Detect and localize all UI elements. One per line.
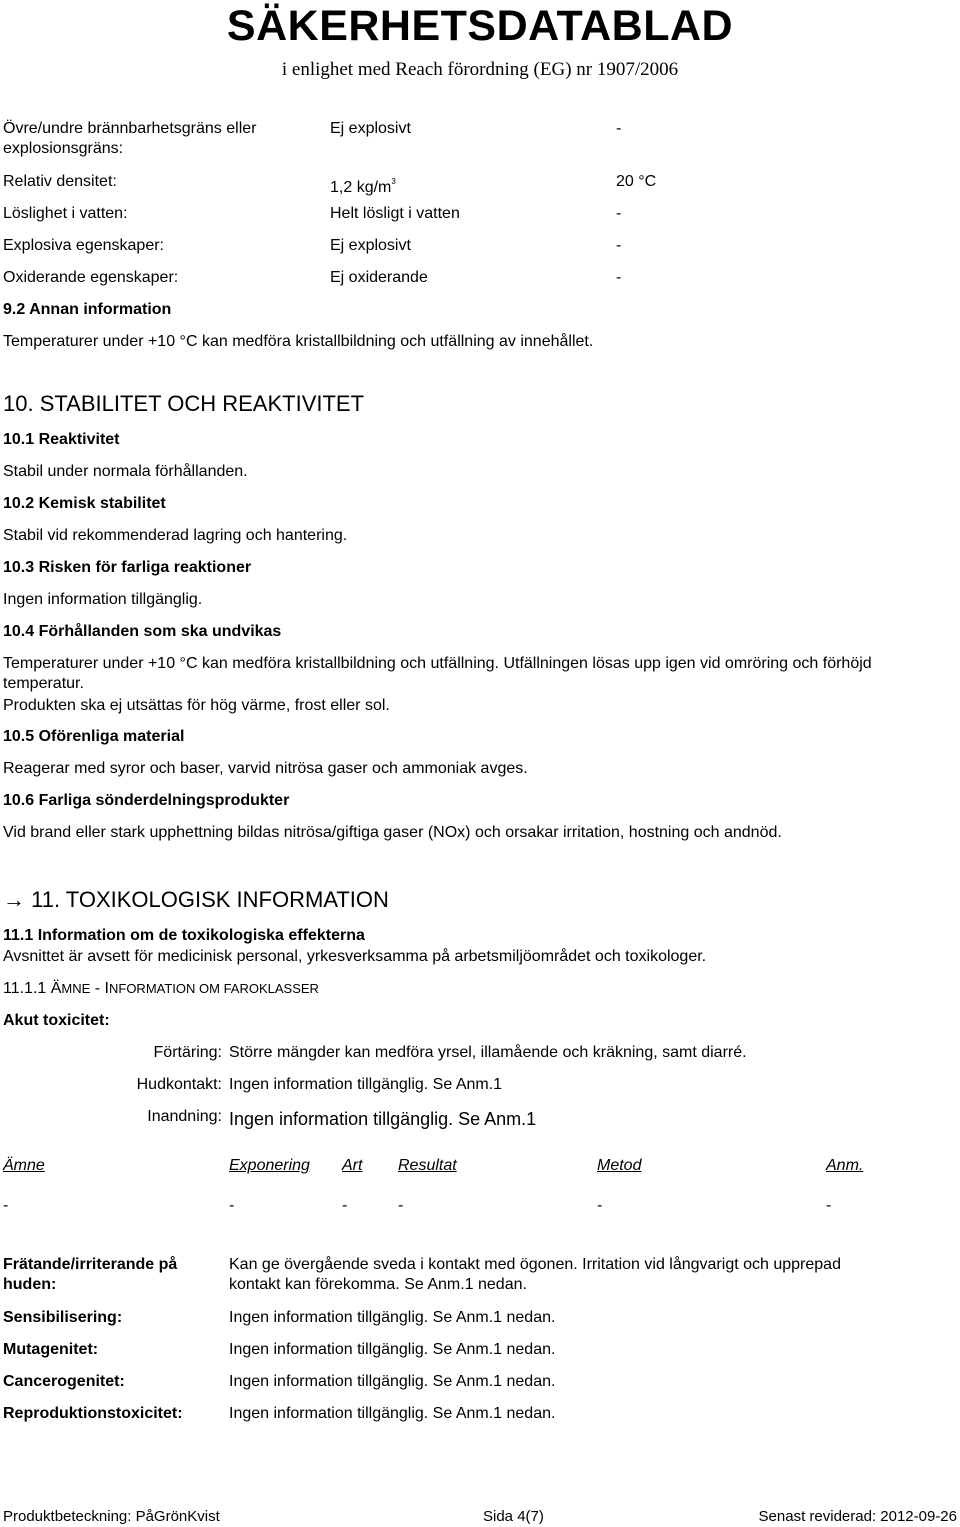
document-title: SÄKERHETSDATABLAD	[226, 2, 734, 50]
table-cell: -	[826, 1197, 832, 1214]
effect-text: Ingen information tillgänglig. Se Anm.1 nedan.	[229, 1309, 556, 1326]
section-10-2-text: Stabil vid rekommenderad lagring och hantering.	[3, 527, 348, 544]
section-10-4-text: Temperaturer under +10 °C kan medföra kristallbildning och utfällning. Utfällningen lösas upp igen vid omröring och förhöjd temperatur.	[3, 655, 872, 692]
effect-text: Ingen information tillgänglig. Se Anm.1 nedan.	[229, 1341, 556, 1358]
section-10-4-text-2: Produkten ska ej utsättas för hög värme, frost eller sol.	[3, 697, 390, 714]
effect-text: Kan ge övergående sveda i kontakt med ögonen. Irritation vid långvarigt och upprepad kontakt kan förekomma. Se Anm.1 nedan.	[229, 1256, 841, 1293]
effect-label: Mutagenitet:	[3, 1341, 99, 1358]
section-11-title: 11. TOXIKOLOGISK INFORMATION	[31, 887, 389, 912]
section-10-5-heading: 10.5 Oförenliga material	[3, 728, 185, 745]
section-10-3-heading: 10.3 Risken för farliga reaktioner	[3, 559, 252, 576]
section-10-6-heading: 10.6 Farliga sönderdelningsprodukter	[3, 792, 290, 809]
density-value: 1,2 kg/m	[330, 179, 392, 196]
property-label: Oxiderande egenskaper:	[3, 269, 179, 286]
property-value: Ej oxiderande	[330, 269, 428, 286]
section-11-heading	[3, 887, 389, 913]
acute-route-text: Ingen information tillgänglig. Se Anm.1	[229, 1076, 503, 1093]
property-extra: -	[616, 269, 622, 286]
section-10-5-text: Reagerar med syror och baser, varvid nitrösa gaser och ammoniak avges.	[3, 760, 528, 777]
acute-route: Inandning:	[147, 1108, 222, 1125]
document-subtitle: i enlighet med Reach förordning (EG) nr 1907/2006	[281, 59, 679, 80]
table-cell: -	[342, 1197, 348, 1214]
footer-product: Produktbeteckning: PåGrönKvist	[3, 1508, 220, 1525]
property-label: Explosiva egenskaper:	[3, 237, 164, 254]
property-value: Helt lösligt i vatten	[330, 205, 460, 222]
section-11-1-1-heading	[3, 979, 319, 999]
footer-revised-date: Senast reviderad: 2012-09-26	[758, 1508, 957, 1525]
property-extra: -	[616, 120, 622, 137]
section-10-1-text: Stabil under normala förhållanden.	[3, 463, 248, 480]
table-header-species: Art	[342, 1157, 363, 1174]
acute-route-text: Större mängder kan medföra yrsel, illamående och kräkning, samt diarré.	[229, 1044, 747, 1061]
table-header-substance: Ämne	[3, 1157, 45, 1174]
acute-route-text: Ingen information tillgänglig. Se Anm.1	[229, 1109, 537, 1129]
table-header-exposure: Exponering	[229, 1157, 310, 1174]
section-10-1-heading: 10.1 Reaktivitet	[3, 431, 120, 448]
effect-label: Reproduktionstoxicitet:	[3, 1405, 183, 1422]
table-cell: -	[229, 1197, 235, 1214]
property-label: Relativ densitet:	[3, 173, 117, 190]
effect-text: Ingen information tillgänglig. Se Anm.1 nedan.	[229, 1405, 556, 1422]
table-header-result: Resultat	[398, 1157, 457, 1174]
property-value: Ej explosivt	[330, 120, 411, 137]
section-10-heading: 10. STABILITET OCH REAKTIVITET	[3, 391, 365, 416]
effect-label: Sensibilisering:	[3, 1309, 123, 1326]
separator: - I	[90, 980, 109, 997]
smallcaps-part: NFORMATION OM FAROKLASSER	[108, 981, 319, 996]
effect-label: Cancerogenitet:	[3, 1373, 125, 1390]
property-label: Övre/undre brännbarhetsgräns eller explosionsgräns:	[3, 120, 257, 157]
smallcaps-part: MNE	[61, 981, 91, 996]
table-cell: -	[3, 1197, 9, 1214]
property-value: Ej explosivt	[330, 237, 411, 254]
section-9-2-text: Temperaturer under +10 °C kan medföra kristallbildning och utfällning av innehållet.	[3, 333, 594, 350]
section-10-2-heading: 10.2 Kemisk stabilitet	[3, 495, 166, 512]
density-unit-superscript: 3	[391, 177, 396, 186]
property-value	[330, 172, 396, 198]
section-10-4-heading: 10.4 Förhållanden som ska undvikas	[3, 623, 282, 640]
acute-toxicity-label: Akut toxicitet:	[3, 1012, 110, 1029]
property-extra: 20 °C	[616, 173, 657, 190]
section-9-2-heading: 9.2 Annan information	[3, 301, 172, 318]
section-10-6-text: Vid brand eller stark upphettning bildas nitrösa/giftiga gaser (NOx) och orsakar irritation, hostning och andnöd.	[3, 824, 782, 841]
acute-route: Hudkontakt:	[136, 1076, 222, 1093]
table-cell: -	[597, 1197, 603, 1214]
effect-label: Frätande/irriterande på huden:	[3, 1256, 178, 1293]
section-number: 11.1.1 Ä	[3, 980, 62, 997]
table-header-note: Anm.	[826, 1157, 864, 1174]
acute-route: Förtäring:	[153, 1044, 222, 1061]
section-11-1-heading: 11.1 Information om de toxikologiska effekterna	[3, 927, 365, 944]
section-11-1-text: Avsnittet är avsett för medicinisk personal, yrkesverksamma på arbetsmiljöområdet och toxikologer.	[3, 948, 707, 965]
property-extra: -	[616, 205, 622, 222]
arrow-right-icon: →	[3, 887, 25, 912]
section-10-3-text: Ingen information tillgänglig.	[3, 591, 203, 608]
table-cell: -	[398, 1197, 404, 1214]
effect-text: Ingen information tillgänglig. Se Anm.1 nedan.	[229, 1373, 556, 1390]
table-header-method: Metod	[597, 1157, 642, 1174]
footer-page-number: Sida 4(7)	[483, 1508, 544, 1525]
property-extra: -	[616, 237, 622, 254]
property-label: Löslighet i vatten:	[3, 205, 128, 222]
